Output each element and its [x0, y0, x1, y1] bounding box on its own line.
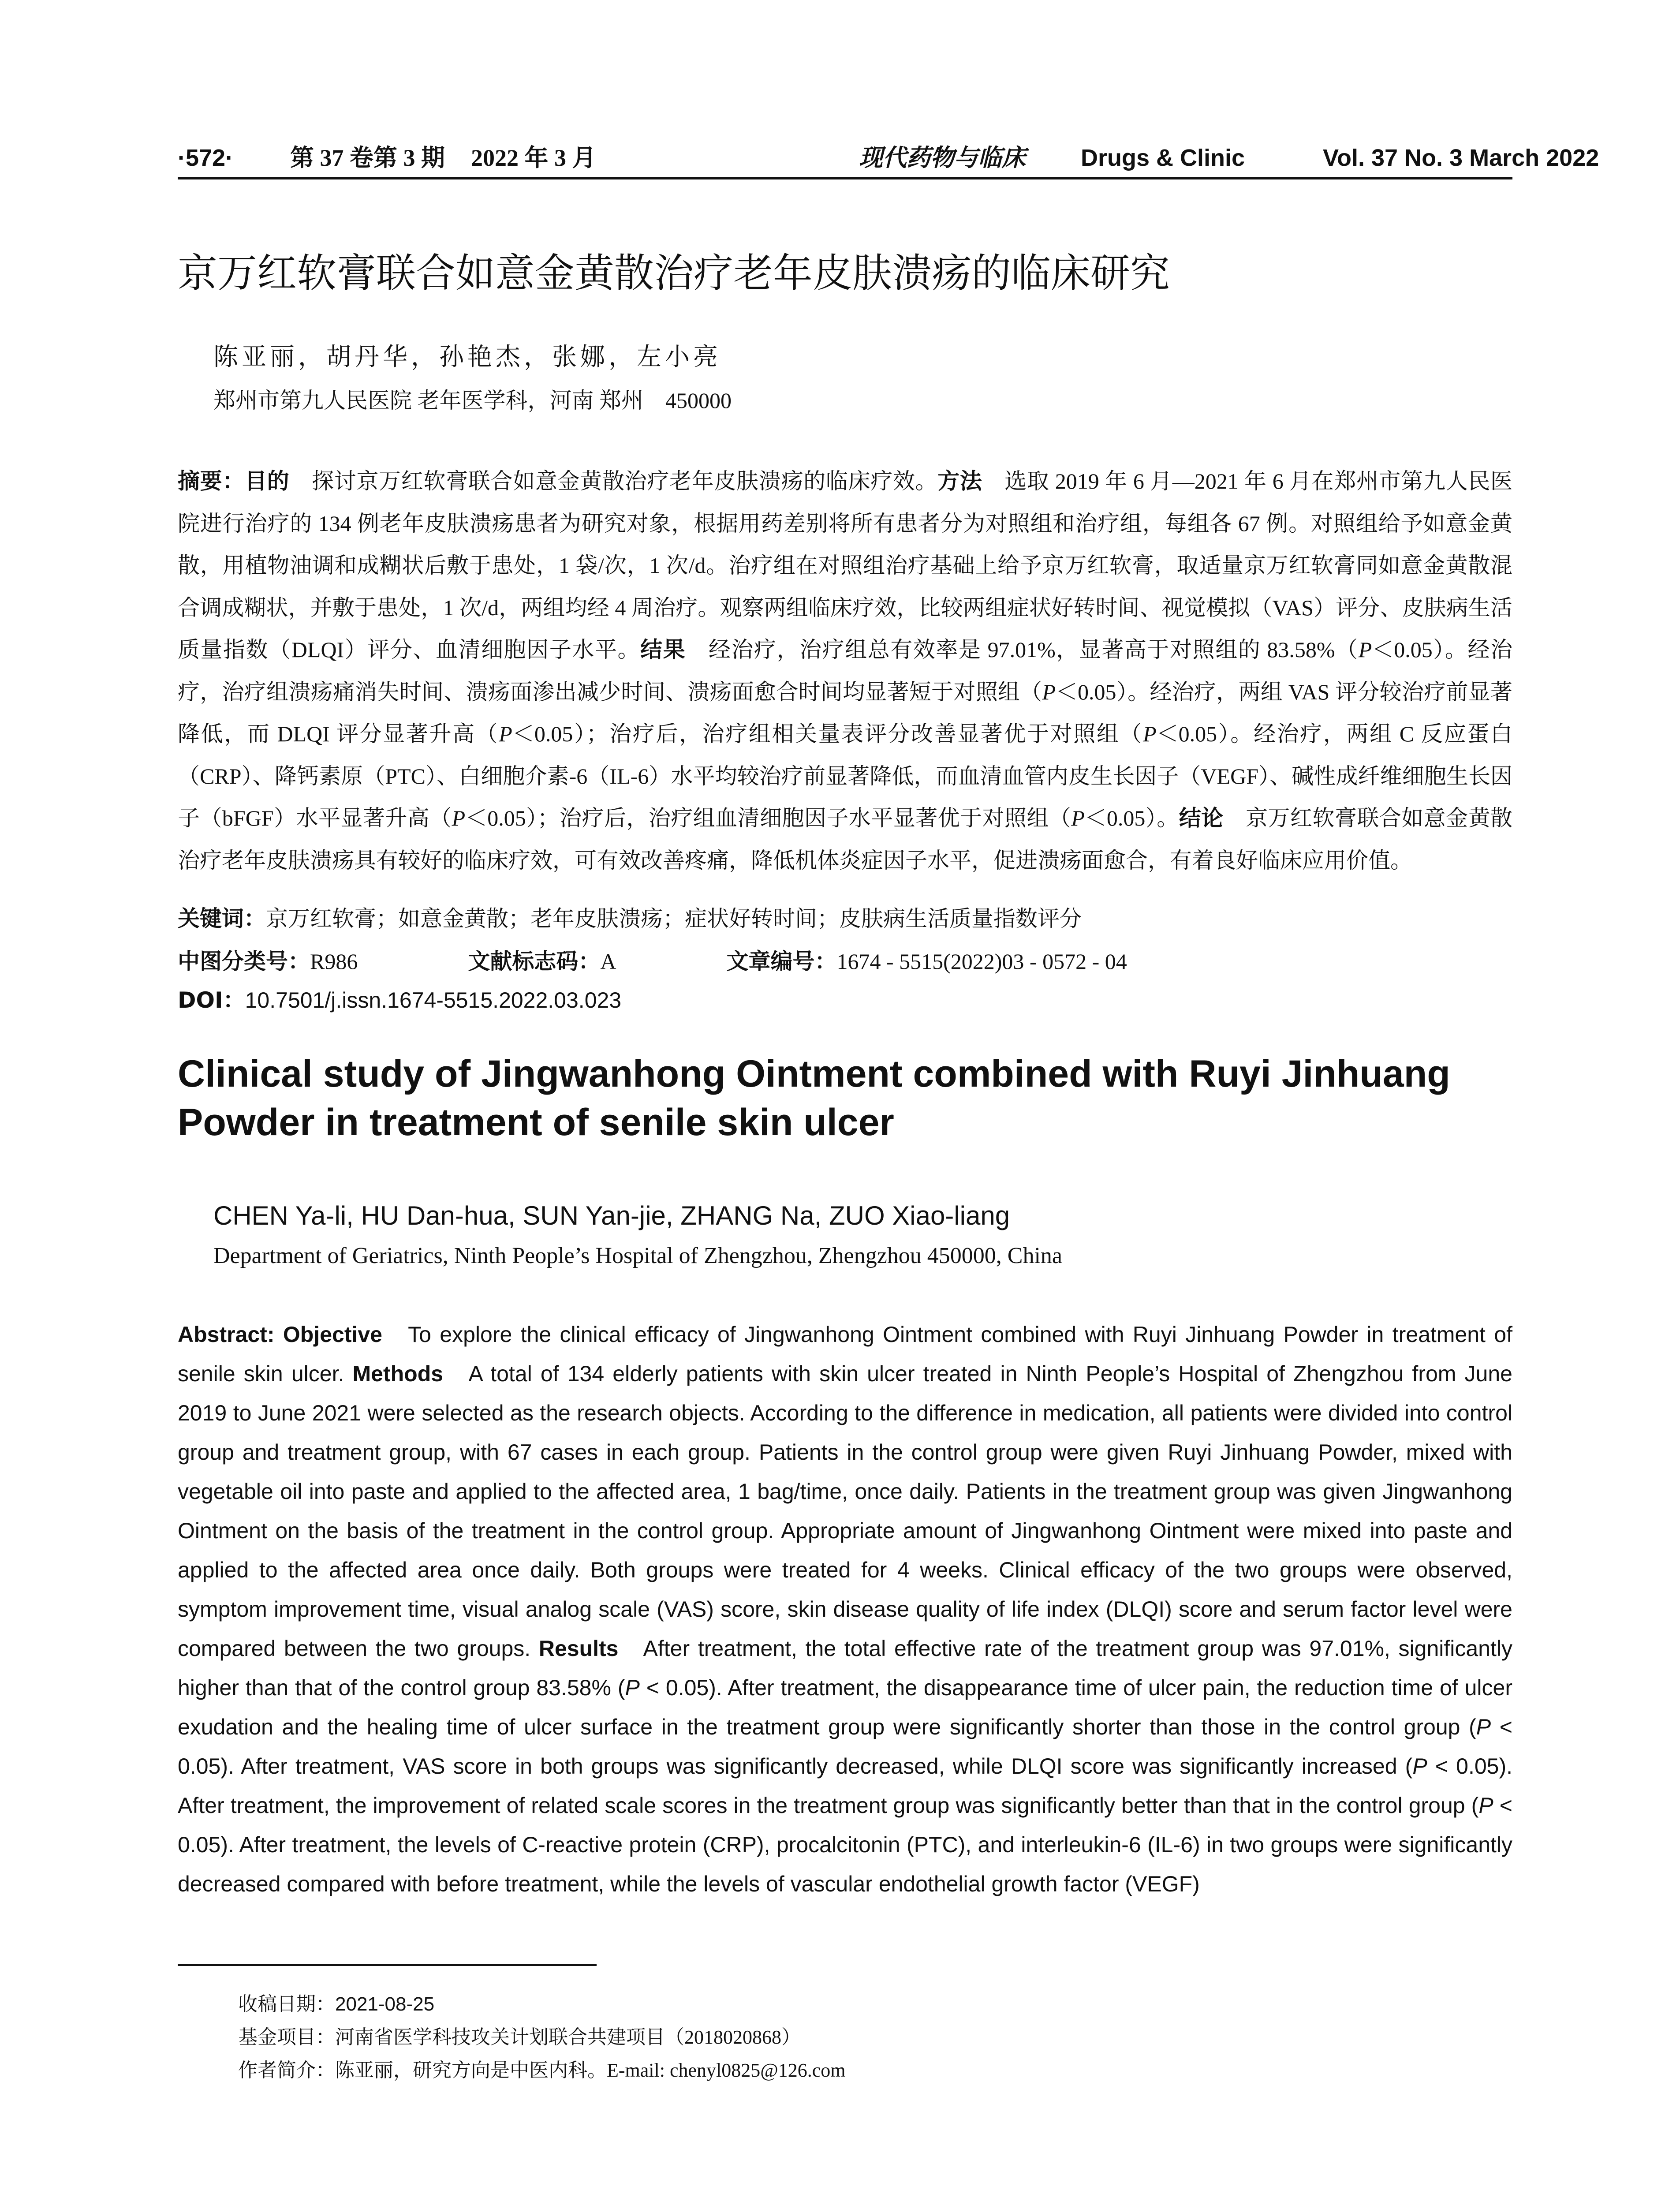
zh-results-text: ＜0.05）。	[1084, 806, 1179, 830]
doi-label: DOI：	[178, 987, 245, 1013]
en-results-text: < 0.05). After treatment, the improvement of related scale scores in the treatment group was significantly better than that in the control group (	[178, 1754, 1513, 1818]
footnote-fund	[238, 2022, 801, 2053]
zh-methods-text: 选取 2019 年 6 月—2021 年 6 月在郑州市第九人民医院进行治疗的 134 例老年皮肤溃疡患者为研究对象，根据用药差别将所有患者分为对照组和治疗组，每组各 67 例。对照组给予如意金黄散，用植物油调和成糊状后敷于患处，1 袋/次，1 次/d。治疗组在对照组治疗基础上给予京万红软膏，取适量京万红软膏同如意金黄散混合调成糊状，并敷于患处，1 次/d，两组均经 4 周治疗。观察两组临床疗效，比较两组症状好转时间、视觉模拟（VAS）评分、皮肤病生活质量指数（DLQI）评分、血清细胞因子水平。	[178, 469, 1513, 662]
author-label: 作者简介：	[238, 2059, 335, 2081]
en-abstract	[178, 1315, 1512, 1904]
zh-doi	[178, 983, 621, 1018]
clc-label: 中图分类号：	[178, 949, 310, 974]
zh-results-label: 结果	[640, 637, 686, 662]
zh-authors: 陈亚丽，胡丹华，孙艳杰，张娜，左小亮	[213, 344, 721, 371]
zh-methods-label: 方法	[937, 468, 982, 494]
doi-link[interactable]: 10.7501/j.issn.1674-5515.2022.03.023	[245, 988, 622, 1013]
zh-results-text: ＜0.05）；治疗后，治疗组相关量表评分改善显著优于对照组（	[512, 721, 1143, 746]
received-date: 2021-08-25	[335, 1993, 435, 2015]
doc-code-value: A	[600, 949, 616, 974]
en-results-text: < 0.05). After treatment, the disappearance time of ulcer pain, the reduction time of ulcer exudation and the healing time of ulcer surface in the treatment group were significantly shorter than those in the control group (	[178, 1675, 1512, 1739]
header-date-zh: 2022 年 3 月	[471, 145, 596, 171]
article-no-label: 文章编号：	[726, 949, 837, 974]
p-symbol: P	[1478, 1793, 1493, 1818]
zh-results-text: ＜0.05）；治疗后，治疗组血清细胞因子水平显著优于对照组（	[465, 806, 1071, 830]
doc-code-label: 文献标志码：	[468, 949, 601, 974]
clc-value: R986	[310, 949, 358, 974]
zh-conclusion-label: 结论	[1179, 805, 1224, 831]
p-symbol: P	[1042, 679, 1056, 704]
zh-objective-label: 目的	[245, 468, 290, 494]
header-volume-zh: 第 37 卷第 3 期	[290, 145, 445, 171]
footnote-author	[238, 2055, 846, 2086]
header-journal-zh: 现代药物与临床	[859, 145, 1026, 171]
en-methods-label: Methods	[352, 1361, 444, 1386]
en-title: Clinical study of Jingwanhong Ointment combined with Ruyi Jinhuang Powder in treatment of senile skin ulcer	[178, 1053, 1450, 1144]
en-affiliation: Department of Geriatrics, Ninth People’s Hospital of Zhengzhou, Zhengzhou 450000, China	[213, 1243, 1063, 1268]
zh-results-text: ＜0.05）。经治疗，两组 C 反应蛋白（CRP）、降钙素原（PTC）、白细胞介素-6（IL-6）水平均较治疗前显著降低，而血清血管内皮生长因子（VEGF）、碱性成纤维细胞生长因子（bFGF）水平显著升高（	[178, 721, 1512, 830]
keywords-text: 京万红软膏；如意金黄散；老年皮肤溃疡；症状好转时间；皮肤病生活质量指数评分	[266, 906, 1082, 931]
footnote-rule	[178, 1964, 597, 1966]
en-results-text: < 0.05). After treatment, the levels of C-reactive protein (CRP), procalcitonin (PTC), and interleukin-6 (IL-6) in two groups were significantly decreased compared with before treatment, while the levels of vascular endothelial growth factor (VEGF)	[178, 1793, 1513, 1896]
zh-affiliation: 郑州市第九人民医院 老年医学科，河南 郑州 450000	[213, 388, 732, 413]
zh-abstract	[178, 460, 1512, 882]
zh-objective-text: 探讨京万红软膏联合如意金黄散治疗老年皮肤溃疡的临床疗效。	[312, 469, 938, 493]
page-number: ·572·	[178, 145, 234, 171]
keywords-label: 关键词：	[178, 906, 266, 931]
zh-conclusion-text: 京万红软膏联合如意金黄散治疗老年皮肤溃疡具有较好的临床疗效，可有效改善疼痛，降低机体炎症因子水平，促进溃疡面愈合，有着良好临床应用价值。	[178, 806, 1513, 873]
zh-abstract-label: 摘要：	[178, 468, 245, 494]
zh-title: 京万红软膏联合如意金黄散治疗老年皮肤溃疡的临床研究	[178, 250, 1170, 296]
zh-keywords	[178, 901, 1082, 936]
p-symbol: P	[1143, 721, 1157, 746]
zh-classification	[178, 944, 1127, 979]
footnote-received	[238, 1989, 434, 2020]
p-symbol: P	[1071, 806, 1085, 830]
en-objective-label: Objective	[283, 1322, 382, 1347]
p-symbol: P	[625, 1675, 640, 1700]
en-results-text: After treatment, the total effective rate of the treatment group was 97.01%, significantly higher than that of the control group 83.58% (	[178, 1636, 1512, 1700]
fund-text: 河南省医学科技攻关计划联合共建项目（2018020868）	[335, 2026, 801, 2048]
p-symbol: P	[1412, 1754, 1427, 1779]
en-methods-text: A total of 134 elderly patients with skin ulcer treated in Ninth People’s Hospital of Zhengzhou from June 2019 to June 2021 were selected as the research objects. According to the difference in medication, all patients were divided into control group and treatment group, with 67 cases in each group. Patients in the control group were given Ruyi Jinhuang Powder, mixed with vegetable oil into paste and applied to the affected area, 1 bag/time, once daily. Patients in the treatment group was given Jingwanhong Ointment on the basis of the treatment in the control group. Appropriate amount of Jingwanhong Ointment were mixed into paste and applied to the affected area once daily. Both groups were treated for 4 weeks. Clinical efficacy of the two groups were observed, symptom improvement time, visual analog scale (VAS) score, skin disease quality of life index (DLQI) score and serum factor level were compared between the two groups.	[178, 1361, 1512, 1661]
fund-label: 基金项目：	[238, 2026, 335, 2048]
zh-results-text: ＜0.05）。经治疗，两组 VAS 评分较治疗前显著降低，而 DLQI 评分显著升高（	[178, 679, 1512, 746]
header-journal-en: Drugs & Clinic	[1081, 145, 1245, 171]
p-symbol: P	[1358, 637, 1372, 662]
en-authors: CHEN Ya-li, HU Dan-hua, SUN Yan-jie, ZHANG Na, ZUO Xiao-liang	[213, 1201, 1010, 1230]
en-results-label: Results	[538, 1636, 619, 1661]
p-symbol: P	[499, 721, 512, 746]
zh-results-text: ＜0.05）。经治疗，治疗组溃疡痛消失时间、溃疡面渗出减少时间、溃疡面愈合时间均显著短于对照组（	[178, 637, 1512, 704]
header-volume-en: Vol. 37 No. 3 March 2022	[1323, 145, 1599, 171]
header-rule	[178, 177, 1512, 179]
article-no-value: 1674 - 5515(2022)03 - 0572 - 04	[836, 949, 1127, 974]
p-symbol: P	[452, 806, 466, 830]
en-objective-text: To explore the clinical efficacy of Jingwanhong Ointment combined with Ruyi Jinhuang Powder in treatment of senile skin ulcer.	[178, 1322, 1512, 1386]
p-symbol: P	[1476, 1715, 1491, 1739]
en-results-text: < 0.05). After treatment, VAS score in both groups was significantly decreased, while DLQI score was significantly increased (	[178, 1715, 1512, 1779]
author-text: 陈亚丽，研究方向是中医内科。E-mail: chenyl0825@126.com	[335, 2059, 846, 2081]
running-header	[178, 140, 1599, 176]
zh-results-text: 经治疗，治疗组总有效率是 97.01%，显著高于对照组的 83.58%（	[708, 637, 1359, 662]
received-label: 收稿日期：	[238, 1993, 335, 2015]
en-abstract-label: Abstract:	[178, 1322, 275, 1347]
